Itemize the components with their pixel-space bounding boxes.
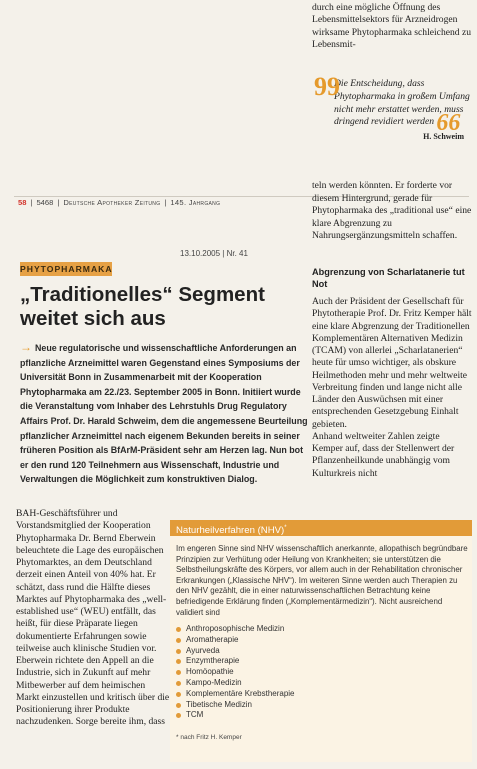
list-item [176, 700, 468, 711]
list-item [176, 689, 468, 700]
footnote-marker: * [284, 525, 287, 531]
list-item [176, 635, 468, 646]
bullet-icon [176, 627, 181, 632]
article-lead [20, 340, 310, 487]
page-number: 58 [18, 198, 27, 207]
list-item-label: Komplementäre Krebstherapie [186, 688, 295, 698]
bullet-icon [176, 638, 181, 643]
bullet-icon [176, 703, 181, 708]
left-column-body [16, 508, 170, 729]
info-box-paragraph: Im engeren Sinne sind NHV wissenschaftlich anerkannte, allopathisch begründbare Prinzipien zur Verhütung oder Heilung von Krankheiten; sie unterstützen die Selbstheilungskräfte des Körpers, vor allem auch in der Rehabilitation chronischer Erkrankungen („Klassische NHV“). Im weiteren Sinne werden auch Therapien zu den NHV gezählt, die in einer naturwissenschaftlichen Betrachtung keine befriedigende Erklärung finden („Komplementärmedizin“). Nicht ausreichend validiert sind [176, 544, 468, 617]
list-item [176, 624, 468, 635]
list-item [176, 646, 468, 657]
body-paragraph: Eberwein richtete den Appell an die Industrie, sich in Zukunft auf mehr Mitbewerber auf dem heimischen Markt einzustellen und kritisch über die Positionierung ihrer Produkte nachzudenken. Sorge bereite ihm, dass [16, 655, 170, 728]
list-item [176, 710, 468, 721]
body-paragraph: BAH-Geschäftsführer und Vorstandsmitglied der Kooperation Phytopharmaka Dr. Bernd Eberwein beleuchtete die Lage des europäischen Phytomarktes, an dem Deutschland derzeit einen Anteil von 40% hat. Er schätzt, dass rund die Hälfte dieses Marktes auf Phytopharmaka des „well-established use“ (WEU) entfällt, das heißt, für diese Präparate liegen dokumentierte Erfahrungen sowie teilweise auch klinische Studien vor. [16, 508, 167, 654]
list-item-label: Anthroposophische Medizin [186, 624, 285, 633]
section-subheading: Abgrenzung von Scharlatanerie tut Not [312, 267, 465, 289]
bullet-icon [176, 659, 181, 664]
list-item [176, 656, 468, 667]
issue-date: 13.10.2005 | Nr. 41 [180, 249, 248, 258]
list-item-label: TCM [186, 710, 204, 720]
bullet-icon [176, 713, 181, 718]
list-item-label: Ayurveda [186, 645, 220, 655]
list-item-label: Enzymtherapie [186, 656, 240, 666]
list-item-label: Kampo-Medizin [186, 677, 242, 687]
list-item-label: Aromatherapie [186, 634, 239, 644]
volume-label: 145. Jahrgang [170, 198, 221, 207]
bullet-icon [176, 681, 181, 686]
pull-quote [314, 72, 472, 142]
bullet-icon [176, 670, 181, 675]
list-item [176, 667, 468, 678]
right-column-body: teln werden könnten. Er forderte vor diesem Hintergrund, gerade für Phytopharmaka des „traditional use“ eine klare Abgrenzung zu Nahrungsergänzungsmitteln schaffen. [312, 180, 472, 242]
page-header: 58 | 5468 | Deutsche Apotheker Zeitung | 145. Jahrgang [18, 198, 221, 207]
list-item-label: Tibetische Medizin [186, 699, 252, 709]
journal-name: Deutsche Apotheker Zeitung [63, 198, 161, 207]
right-column-body-continued [312, 296, 472, 480]
close-quote-mark: 66 [436, 110, 461, 137]
issue-page-number: 5468 [36, 198, 54, 207]
pull-quote-body: Die Entscheidung, dass Phytopharmaka in großem Umfang nicht mehr erstattet werden, muss dringend revidiert werden [334, 78, 470, 128]
info-box-title [170, 520, 472, 536]
article-headline: „Traditionelles“ Segment weitet sich aus [20, 283, 265, 330]
arrow-icon: → [20, 340, 32, 354]
info-box-title-text: Naturheilverfahren (NHV) [176, 525, 285, 537]
pull-quote-author: H. Schweim [423, 132, 464, 142]
list-item [176, 678, 468, 689]
bullet-icon [176, 692, 181, 697]
body-paragraph: Anhand weltweiter Zahlen zeigte Kemper auf, dass der Stellenwert der Pflanzenheilkunde unabhängig vom Kulturkreis nicht [312, 430, 455, 479]
body-paragraph: Auch der Präsident der Gesellschaft für Phytotherapie Prof. Dr. Fritz Kemper hält eine klare Abgrenzung der Traditionellen Komplementären Alternativen Medizin (TCAM) von allerlei „Scharlatanerien“ heute für umso wichtiger, als obskure Heilmethoden mehr und mehr weltweite Verbreitung finden und lange nicht alle Länder den Auswüchsen mit einer entsprechenden Gesetzgebung Einhalt gebieten. [312, 296, 472, 430]
top-right-column-text: durch eine mögliche Öffnung des Lebensmittelsektors für Arzneidrogen wirksame Phytopharmaka schleichend zu Lebensmit- [312, 2, 472, 51]
lead-text: Neue regulatorische und wissenschaftliche Anforderungen an pflanzliche Arzneimittel waren Gegenstand eines Symposiums der Universität Bonn in Zusammenarbeit mit der Kooperation Phytopharmaka am 22./23. September 2005 in Bonn. Initiiert wurde die Veranstaltung vom Inhaber des Lehrstuhls Drug Regulatory Affairs Prof. Dr. Harald Schweim, dem die angemessene Beurteilung pflanzlicher Arzneimittel nach eigenem Bekunden bereits in seiner früheren Position als BfArM-Präsident sehr am Herzen lag. Nun bot er den rund 120 Teilnehmern aus Wissenschaft, Industrie und Verwaltungen die Möglichkeit zum konstruktiven Dialog. [20, 343, 308, 485]
list-item-label: Homöopathie [186, 667, 234, 677]
info-box-list [176, 624, 468, 721]
open-quote-mark: 99 [314, 72, 340, 101]
info-box-footnote: * nach Fritz H. Kemper [176, 734, 242, 741]
bullet-icon [176, 649, 181, 654]
section-kicker: PHYTOPHARMAKA [20, 264, 113, 274]
